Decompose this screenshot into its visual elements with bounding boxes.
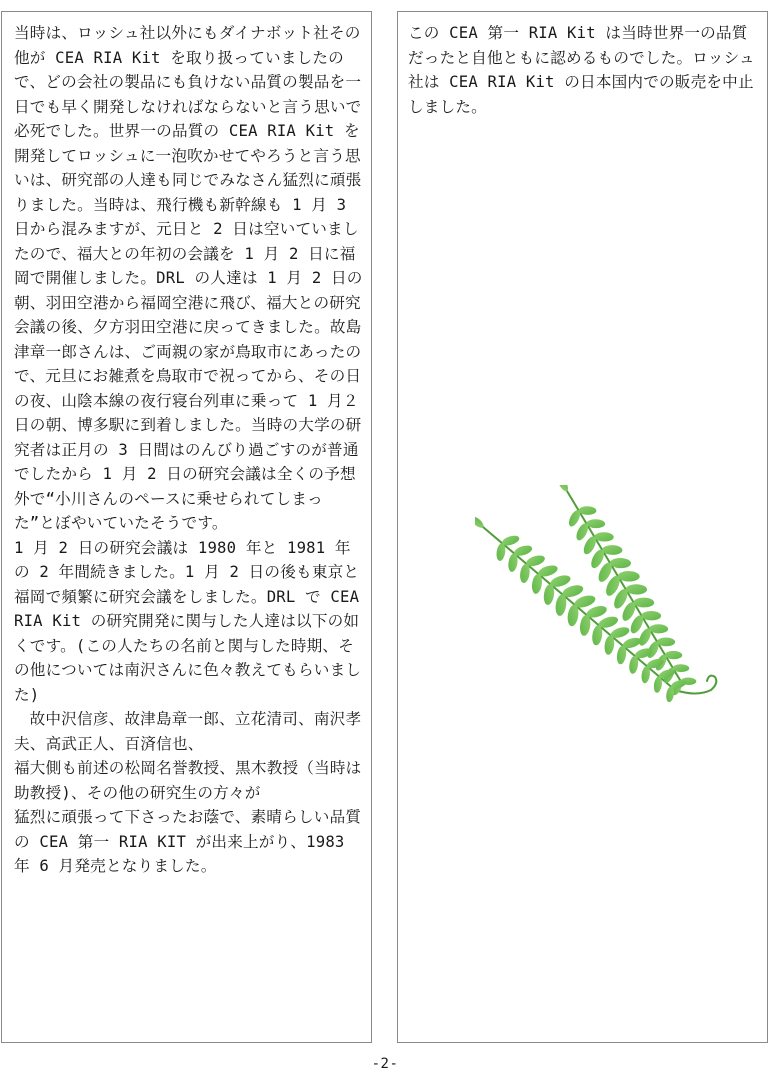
paragraph-3: 故中沢信彦、故津島章一郎、立花清司、南沢孝夫、高武正人、百済信也、 <box>14 710 362 753</box>
branch-stem <box>483 527 675 690</box>
leaf-branch-icon <box>475 485 725 705</box>
paragraph-right-1: この CEA 第一 RIA Kit は当時世界一の品質だったと自他ともに認めるものでした。ロッシュ社は CEA RIA Kit の日本国内での販売を中止しました。 <box>408 24 755 116</box>
paragraph-2: 1 月 2 日の研究会議は 1980 年と 1981 年の 2 年間続きました。1 月 2 日の後も東京と福岡で頻繁に研究会議をしました。DRL で CEA RIA Kit の研究開発に関与した人達は以下の如くです。(この人たちの名前と関与した時期、その他については南沢さんに色々教えてもらいました) <box>14 538 369 704</box>
paragraph-4: 福大側も前述の松岡名誉教授、黒木教授（当時は助教授)、その他の研究生の方々が <box>14 759 362 802</box>
paragraph-1: 当時は、ロッシュ社以外にもダイナボット社その他が CEA RIA Kit を取り扱っていましたので、どの会社の製品にも負けない品質の製品を一日でも早く開発しなければならないと言う思いで必死でした。世界一の品質の CEA RIA Kit を開発してロッシュに一泡吹かせてやろうと言う思いは、研究部の人達も同じでみなさん猛烈に頑張りました。当時は、飛行機も新幹線も 1 月 3 日から混みますが、元日と 2 日は空いていましたので、福大との年初の会議を 1 月 2 日に福岡で開催しました。DRL の人達は 1 月 2 日の朝、羽田空港から福岡空港に飛び、福大との研究会議の後、夕方羽田空港に戻ってきました。故島津章一郎さんは、ご両親の家が鳥取市にあったので、元旦にお雑煮を鳥取市で祝ってから、その日の夜、山陰本線の夜行寝台列車に乗って 1 月２日の朝、博多駅に到着しました。当時の大学の研究者は正月の 3 日間はのんびり過ごすのが普通でしたから 1 月 2 日の研究会議は全くの予想外で“小川さんのペースに乗せられてしまった”とぼやいていたそうです。 <box>14 24 363 532</box>
page-number: -2- <box>371 1056 399 1072</box>
paragraph-5: 猛烈に頑張って下さったお蔭で、素晴らしい品質の CEA 第一 RIA KIT が出来上がり、1983 年 6 月発売となりました。 <box>14 808 362 875</box>
left-text-column <box>1 11 372 1043</box>
